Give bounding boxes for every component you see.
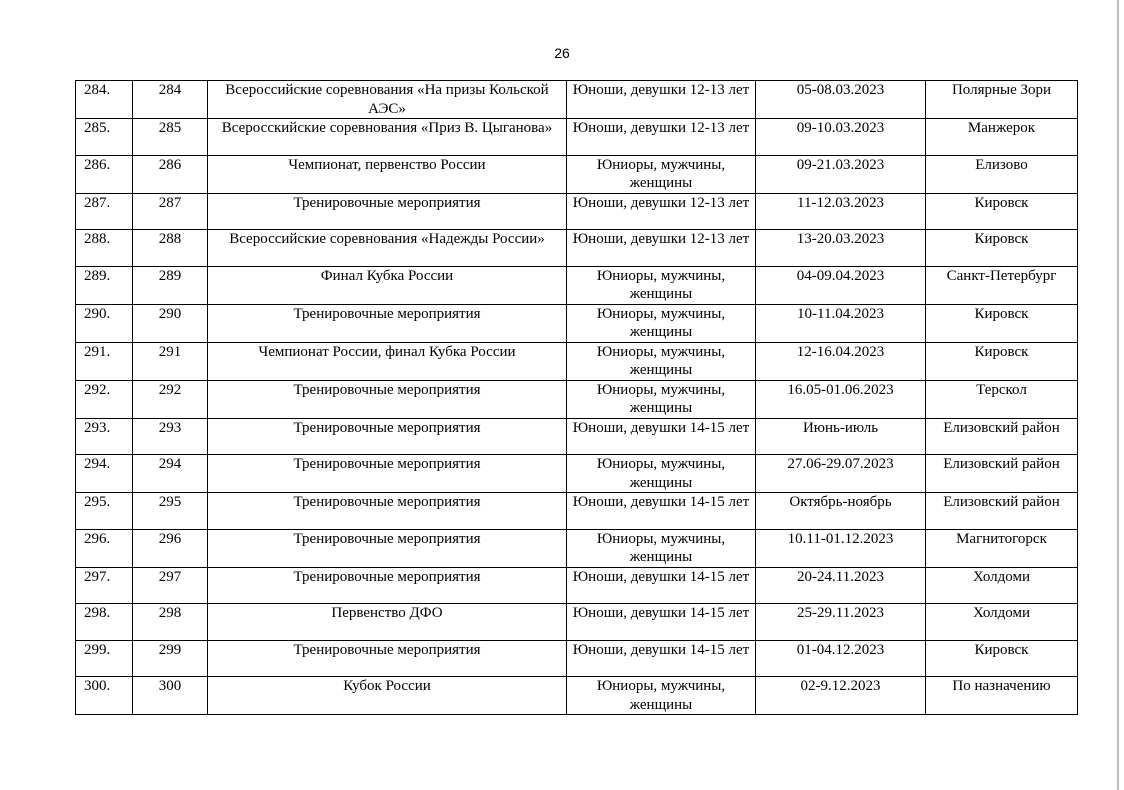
event-name-cell: Тренировочные мероприятия (208, 567, 567, 604)
participants-category-cell: Юноши, девушки 14-15 лет (567, 604, 756, 641)
participants-category-cell: Юниоры, мужчины, женщины (567, 266, 756, 304)
event-location-cell: Кировск (926, 304, 1078, 342)
event-dates-cell: 16.05-01.06.2023 (756, 380, 926, 418)
event-number-cell: 299 (133, 640, 208, 677)
row-index-cell: 290. (76, 304, 133, 342)
page-edge (1117, 0, 1119, 790)
events-table-body (76, 81, 1078, 715)
table-row (76, 230, 1078, 267)
event-dates-cell: Октябрь-ноябрь (756, 493, 926, 530)
row-index-cell: 299. (76, 640, 133, 677)
row-index-cell: 287. (76, 193, 133, 230)
event-number-cell: 288 (133, 230, 208, 267)
row-index-cell: 296. (76, 529, 133, 567)
event-dates-cell: 01-04.12.2023 (756, 640, 926, 677)
event-dates-cell: 12-16.04.2023 (756, 342, 926, 380)
table-row (76, 193, 1078, 230)
row-index-cell: 297. (76, 567, 133, 604)
event-number-cell: 287 (133, 193, 208, 230)
row-index-cell: 285. (76, 119, 133, 156)
row-index-cell: 288. (76, 230, 133, 267)
table-row (76, 677, 1078, 715)
participants-category-cell: Юноши, девушки 14-15 лет (567, 640, 756, 677)
table-row (76, 380, 1078, 418)
event-dates-cell: 09-10.03.2023 (756, 119, 926, 156)
page-number: 26 (554, 45, 570, 61)
event-number-cell: 285 (133, 119, 208, 156)
event-dates-cell: 27.06-29.07.2023 (756, 455, 926, 493)
event-location-cell: Терскол (926, 380, 1078, 418)
event-dates-cell: 09-21.03.2023 (756, 155, 926, 193)
event-location-cell: Кировск (926, 640, 1078, 677)
event-location-cell: Полярные Зори (926, 81, 1078, 119)
table-row (76, 567, 1078, 604)
event-location-cell: Елизово (926, 155, 1078, 193)
event-number-cell: 298 (133, 604, 208, 641)
event-dates-cell: 05-08.03.2023 (756, 81, 926, 119)
event-location-cell: Елизовский район (926, 418, 1078, 455)
event-name-cell: Тренировочные мероприятия (208, 193, 567, 230)
event-number-cell: 295 (133, 493, 208, 530)
event-number-cell: 289 (133, 266, 208, 304)
participants-category-cell: Юноши, девушки 12-13 лет (567, 230, 756, 267)
event-name-cell: Тренировочные мероприятия (208, 493, 567, 530)
event-location-cell: Манжерок (926, 119, 1078, 156)
table-row (76, 493, 1078, 530)
participants-category-cell: Юниоры, мужчины, женщины (567, 380, 756, 418)
participants-category-cell: Юноши, девушки 12-13 лет (567, 81, 756, 119)
row-index-cell: 294. (76, 455, 133, 493)
event-location-cell: Кировск (926, 193, 1078, 230)
event-location-cell: Кировск (926, 230, 1078, 267)
table-row (76, 81, 1078, 119)
event-dates-cell: 10.11-01.12.2023 (756, 529, 926, 567)
event-name-cell: Чемпионат, первенство России (208, 155, 567, 193)
participants-category-cell: Юниоры, мужчины, женщины (567, 529, 756, 567)
participants-category-cell: Юноши, девушки 14-15 лет (567, 567, 756, 604)
event-dates-cell: 10-11.04.2023 (756, 304, 926, 342)
event-name-cell: Тренировочные мероприятия (208, 455, 567, 493)
event-name-cell: Финал Кубка России (208, 266, 567, 304)
event-number-cell: 297 (133, 567, 208, 604)
event-name-cell: Тренировочные мероприятия (208, 529, 567, 567)
table-row (76, 640, 1078, 677)
event-dates-cell: 02-9.12.2023 (756, 677, 926, 715)
participants-category-cell: Юниоры, мужчины, женщины (567, 155, 756, 193)
table-row (76, 418, 1078, 455)
event-location-cell: По назначению (926, 677, 1078, 715)
event-location-cell: Кировск (926, 342, 1078, 380)
participants-category-cell: Юниоры, мужчины, женщины (567, 304, 756, 342)
event-name-cell: Тренировочные мероприятия (208, 418, 567, 455)
table-row (76, 266, 1078, 304)
row-index-cell: 295. (76, 493, 133, 530)
row-index-cell: 298. (76, 604, 133, 641)
participants-category-cell: Юноши, девушки 14-15 лет (567, 493, 756, 530)
event-location-cell: Санкт-Петербург (926, 266, 1078, 304)
event-name-cell: Кубок России (208, 677, 567, 715)
event-dates-cell: 04-09.04.2023 (756, 266, 926, 304)
participants-category-cell: Юноши, девушки 12-13 лет (567, 193, 756, 230)
participants-category-cell: Юниоры, мужчины, женщины (567, 342, 756, 380)
row-index-cell: 289. (76, 266, 133, 304)
participants-category-cell: Юниоры, мужчины, женщины (567, 455, 756, 493)
participants-category-cell: Юноши, девушки 14-15 лет (567, 418, 756, 455)
event-dates-cell: 11-12.03.2023 (756, 193, 926, 230)
event-number-cell: 296 (133, 529, 208, 567)
participants-category-cell: Юниоры, мужчины, женщины (567, 677, 756, 715)
participants-category-cell: Юноши, девушки 12-13 лет (567, 119, 756, 156)
row-index-cell: 284. (76, 81, 133, 119)
event-name-cell: Всеросскийские соревнования «Приз В. Цыганова» (208, 119, 567, 156)
event-location-cell: Холдоми (926, 567, 1078, 604)
event-dates-cell: Июнь-июль (756, 418, 926, 455)
events-table (75, 80, 1078, 715)
row-index-cell: 286. (76, 155, 133, 193)
event-number-cell: 292 (133, 380, 208, 418)
event-name-cell: Всероссийские соревнования «Надежды России» (208, 230, 567, 267)
event-name-cell: Тренировочные мероприятия (208, 640, 567, 677)
event-number-cell: 286 (133, 155, 208, 193)
table-row (76, 604, 1078, 641)
event-location-cell: Елизовский район (926, 455, 1078, 493)
row-index-cell: 300. (76, 677, 133, 715)
event-name-cell: Тренировочные мероприятия (208, 380, 567, 418)
table-row (76, 119, 1078, 156)
event-name-cell: Чемпионат России, финал Кубка России (208, 342, 567, 380)
event-number-cell: 293 (133, 418, 208, 455)
table-row (76, 155, 1078, 193)
event-name-cell: Первенство ДФО (208, 604, 567, 641)
event-dates-cell: 20-24.11.2023 (756, 567, 926, 604)
event-name-cell: Тренировочные мероприятия (208, 304, 567, 342)
row-index-cell: 292. (76, 380, 133, 418)
event-location-cell: Холдоми (926, 604, 1078, 641)
event-name-cell: Всероссийские соревнования «На призы Кольской АЭС» (208, 81, 567, 119)
table-row (76, 455, 1078, 493)
event-number-cell: 291 (133, 342, 208, 380)
row-index-cell: 291. (76, 342, 133, 380)
event-number-cell: 284 (133, 81, 208, 119)
event-location-cell: Магнитогорск (926, 529, 1078, 567)
event-dates-cell: 13-20.03.2023 (756, 230, 926, 267)
event-location-cell: Елизовский район (926, 493, 1078, 530)
row-index-cell: 293. (76, 418, 133, 455)
event-number-cell: 290 (133, 304, 208, 342)
event-dates-cell: 25-29.11.2023 (756, 604, 926, 641)
event-number-cell: 300 (133, 677, 208, 715)
event-number-cell: 294 (133, 455, 208, 493)
table-row (76, 304, 1078, 342)
table-row (76, 529, 1078, 567)
table-row (76, 342, 1078, 380)
